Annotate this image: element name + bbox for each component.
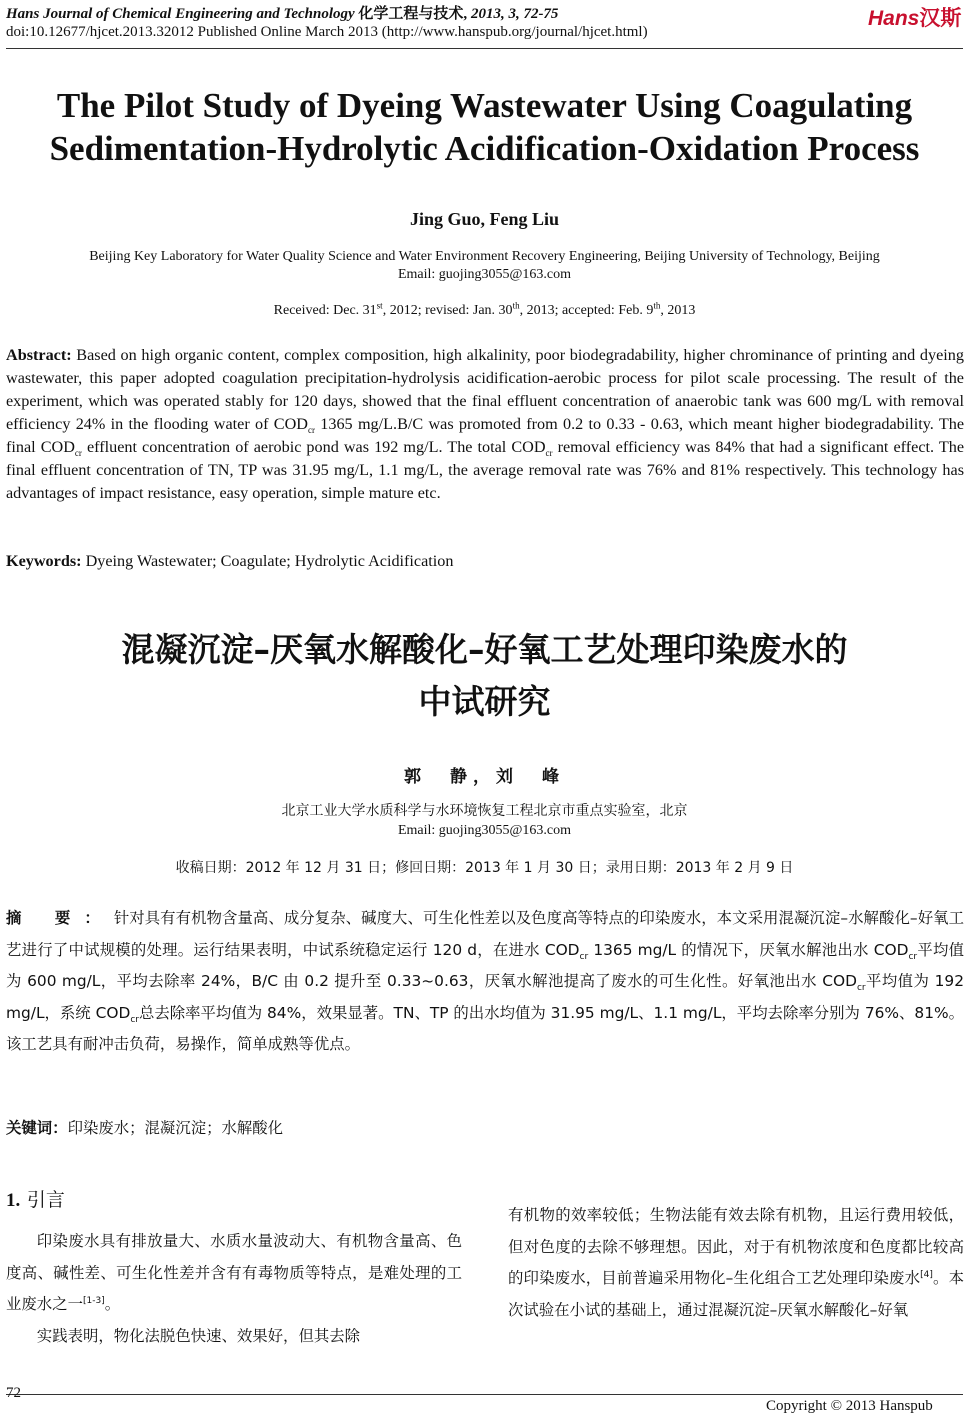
cod-sub: cr xyxy=(130,1014,139,1025)
affiliation-cn xyxy=(0,801,969,841)
logo-brand: Hans xyxy=(868,7,920,30)
journal-name: Hans Journal of Chemical Engineering and Technology xyxy=(6,6,355,22)
affiliation-en-text: Beijing Key Laboratory for Water Quality Science and Water Environment Recovery Engineering, Beijing University of Technology, Beijing xyxy=(89,249,880,264)
cod-sub: cr xyxy=(908,951,918,962)
title-en: The Pilot Study of Dyeing Wastewater Using Coagulating Sedimentation-Hydrolytic Acidification-Oxidation Process xyxy=(49,86,920,168)
citation: [4] xyxy=(920,1269,933,1280)
accepted-year: , 2013 xyxy=(660,303,696,318)
paragraph-text: 有机物的效率较低；生物法能有效去除有机物，且运行费用较低，但对色度的去除不够理想。因此，对于有机物浓度和色度都比较高的印染废水，目前普遍采用物化–生化组合工艺处理印染废水 xyxy=(508,1206,964,1287)
citation: [1-3] xyxy=(82,1295,105,1306)
paragraph xyxy=(6,1321,462,1353)
abstract-en xyxy=(6,344,964,505)
abstract-cn-text: 1365 mg/L 的情况下，厌氧水解池出水 COD xyxy=(588,940,909,959)
email-en: Email: guojing3055@163.com xyxy=(397,267,572,282)
abstract-en-text: removal efficiency was 84% that had a significant effect. The final effluent concentration of TN, TP was 31.95 mg/L, 1.1 mg/L, the average removal rate was 76% and 81% respectively. This technology has advantages of impact resistance, easy operation, simple mature etc. xyxy=(6,438,964,502)
cod-sub: cr xyxy=(579,951,589,962)
revised-text: , 2012; revised: Jan. 30 xyxy=(382,303,513,318)
page-number: 72 xyxy=(6,1385,21,1401)
paragraph-end: 。 xyxy=(104,1295,121,1313)
abstract-en-label: Abstract: xyxy=(6,346,72,364)
logo-cn: 汉斯 xyxy=(919,7,962,30)
journal-name-cn: 化学工程与技术, xyxy=(358,6,468,22)
paragraph-text: 实践表明，物化法脱色快速、效果好，但其去除 xyxy=(36,1326,361,1345)
abstract-en-text: effluent concentration of aerobic pond was 192 mg/L. The total COD xyxy=(81,438,546,456)
abstract-en-text: 1365 mg/L.B/C was promoted from 0.2 to 0.33 - 0.63, which meant higher biodegradability. The final COD xyxy=(6,415,964,456)
footer-rule xyxy=(6,1394,963,1395)
keywords-cn-text: 印染废水；混凝沉淀；水解酸化 xyxy=(67,1119,284,1137)
cod-sub: cr xyxy=(545,448,553,459)
journal-issue: 2013, 3, 72-75 xyxy=(470,6,559,22)
cod-sub: cr xyxy=(856,983,866,994)
received-cn: 收稿日期：2012 年 12 月 31 日；修回日期：2013 年 1 月 30 日；录用日期：2013 年 2 月 9 日 xyxy=(175,860,794,876)
abstract-cn-label: 摘 要： xyxy=(6,909,114,927)
abstract-cn-text: 平均值为 600 mg/L，平均去除率 24%，B/C 由 0.2 提升至 0.33~0.63，厌氧水解池提高了废水的可生化性。好氧池出水 COD xyxy=(6,940,964,990)
header-rule xyxy=(6,48,963,49)
paragraph-text: 印染废水具有排放量大、水质水量波动大、有机物含量高、色度高、碱性差、可生化性差并含有有毒物质等特点，是难处理的工业废水之一 xyxy=(6,1232,462,1313)
affiliation-en xyxy=(20,248,949,284)
doi-line: doi:10.12677/hjcet.2013.32012 Published Online March 2013 (http://www.hanspub.org/journal/hjcet.html) xyxy=(6,24,648,40)
abstract-cn-text: 平均值为 192 mg/L，系统 COD xyxy=(6,972,964,1022)
title-cn xyxy=(20,624,949,728)
journal-header xyxy=(6,2,558,23)
accepted-text: , 2013; accepted: Feb. 9 xyxy=(519,303,654,318)
paragraph-text: 。本次试验在小试的基础上，通过混凝沉淀–厌氧水解酸化–好氧 xyxy=(508,1269,964,1319)
email-cn: Email: guojing3055@163.com xyxy=(397,823,572,838)
section-heading xyxy=(6,1185,462,1212)
hans-logo xyxy=(868,2,961,32)
keywords-cn-label: 关键词： xyxy=(6,1119,68,1137)
body-column-right xyxy=(508,1200,964,1326)
paragraph xyxy=(6,1226,462,1321)
cod-sub: cr xyxy=(307,425,315,436)
abstract-en-text: Based on high organic content, complex composition, high alkalinity, poor biodegradability, higher chrominance of printing and dyeing wastewater, this paper adopted coagulation precipitation-hydrolysis acidification-aerobic process for pilot scale processing. The result of the experiment, which was operated stably for 120 days, showed that the final effluent concentration of anaerobic tank was 600 mg/L with removal efficiency 24% in the flooding water of COD xyxy=(6,346,964,433)
keywords-en xyxy=(6,552,964,571)
keywords-en-text: Dyeing Wastewater; Coagulate; Hydrolytic Acidification xyxy=(81,552,454,570)
abstract-cn-text: 针对具有有机物含量高、成分复杂、碱度大、可生化性差以及色度高等特点的印染废水，本文采用混凝沉淀–水解酸化–好氧工艺进行了中试规模的处理。运行结果表明，中试系统稳定运行 120 d，在进水 COD xyxy=(6,909,964,959)
title-cn-line1: 混凝沉淀–厌氧水解酸化–好氧工艺处理印染废水的 xyxy=(121,630,848,669)
affiliation-cn-text: 北京工业大学水质科学与水环境恢复工程北京市重点实验室，北京 xyxy=(281,803,688,819)
abstract-cn-text: 总去除率平均值为 84%，效果显著。TN、TP 的出水均值为 31.95 mg/L、1.1 mg/L，平均去除率分别为 76%、81%。该工艺具有耐冲击负荷，易操作，简单成熟等优点。 xyxy=(6,1003,965,1053)
copyright: Copyright © 2013 Hanspub xyxy=(766,1398,933,1414)
title-cn-line2: 中试研究 xyxy=(418,682,551,721)
keywords-cn xyxy=(6,1116,964,1138)
accepted-sup: th xyxy=(653,300,661,311)
keywords-en-label: Keywords: xyxy=(6,552,82,570)
section-number: 1. xyxy=(6,1190,21,1211)
revised-sup: th xyxy=(512,300,520,311)
received-sup: st xyxy=(376,300,383,311)
received-text: Received: Dec. 31 xyxy=(273,303,377,318)
body-column-left xyxy=(6,1185,462,1352)
cod-sub: cr xyxy=(74,448,82,459)
authors-cn: 郭 静，刘 峰 xyxy=(404,767,565,787)
abstract-cn xyxy=(6,903,964,1061)
section-title: 引言 xyxy=(26,1189,65,1211)
authors-en: Jing Guo, Feng Liu xyxy=(409,209,560,229)
received-en xyxy=(0,300,969,319)
